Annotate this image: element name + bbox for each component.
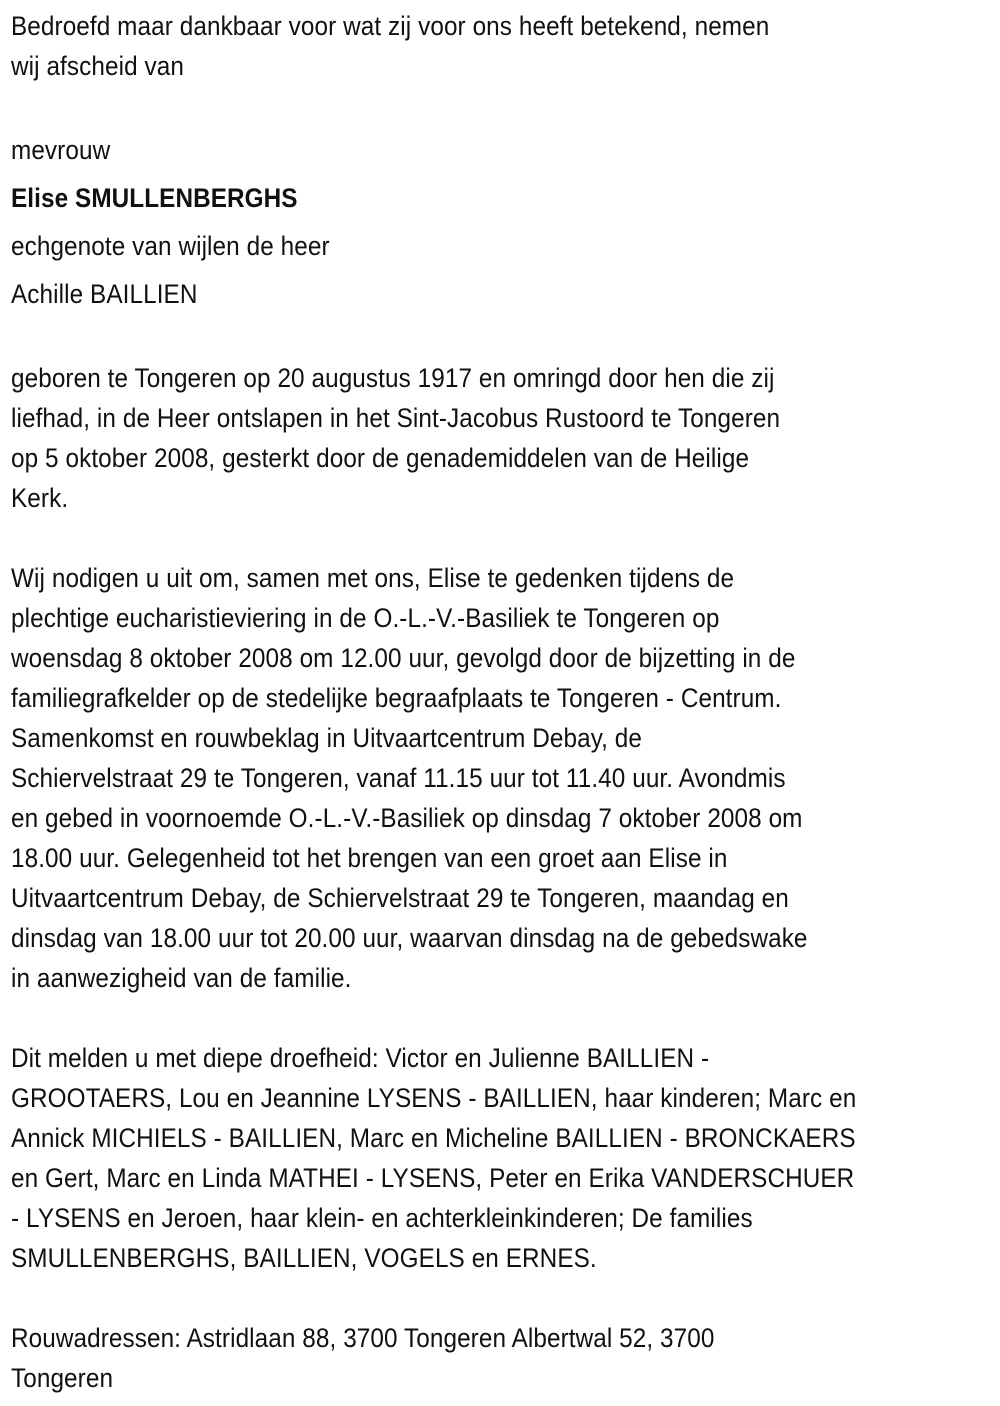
spacer — [11, 998, 996, 1038]
intro-paragraph — [11, 6, 996, 86]
deceased-name: Elise SMULLENBERGHS — [11, 183, 298, 213]
paragraph-line: Samenkomst en rouwbeklag in Uitvaartcentrum Debay, de — [11, 723, 643, 753]
paragraph-line: Rouwadressen: Astridlaan 88, 3700 Tongeren Albertwal 52, 3700 — [11, 1323, 715, 1353]
paragraph-line: 18.00 uur. Gelegenheid tot het brengen van een groet aan Elise in — [11, 843, 728, 873]
obituary-document — [11, 6, 996, 1398]
paragraph-line: Schiervelstraat 29 te Tongeren, vanaf 11.15 uur tot 11.40 uur. Avondmis — [11, 763, 786, 793]
spacer — [11, 1278, 996, 1318]
paragraph-line: Kerk. — [11, 483, 69, 513]
spouse-name: Achille BAILLIEN — [11, 279, 198, 309]
addresses-paragraph — [11, 1318, 996, 1398]
paragraph-line: en gebed in voornoemde O.-L.-V.-Basiliek op dinsdag 7 oktober 2008 om — [11, 803, 803, 833]
paragraph-line: en Gert, Marc en Linda MATHEI - LYSENS, Peter en Erika VANDERSCHUER — [11, 1163, 855, 1193]
paragraph-line: geboren te Tongeren op 20 augustus 1917 en omringd door hen die zij — [11, 363, 775, 393]
paragraph-line: Wij nodigen u uit om, samen met ons, Elise te gedenken tijdens de — [11, 563, 735, 593]
paragraph-line: - LYSENS en Jeroen, haar klein- en achterkleinkinderen; De families — [11, 1203, 753, 1233]
deceased-block — [11, 126, 996, 318]
spacer — [11, 318, 996, 358]
paragraph-line: plechtige eucharistieviering in de O.-L.-V.-Basiliek te Tongeren op — [11, 603, 720, 633]
relation-text: echgenote van wijlen de heer — [11, 231, 330, 261]
paragraph-line: Uitvaartcentrum Debay, de Schiervelstraat 29 te Tongeren, maandag en — [11, 883, 789, 913]
paragraph-line: woensdag 8 oktober 2008 om 12.00 uur, gevolgd door de bijzetting in de — [11, 643, 796, 673]
paragraph-line: SMULLENBERGHS, BAILLIEN, VOGELS en ERNES. — [11, 1243, 597, 1273]
intro-line: Bedroefd maar dankbaar voor wat zij voor ons heeft betekend, nemen — [11, 11, 770, 41]
paragraph-line: GROOTAERS, Lou en Jeannine LYSENS - BAILLIEN, haar kinderen; Marc en — [11, 1083, 857, 1113]
spacer — [11, 86, 996, 126]
intro-line: wij afscheid van — [11, 51, 184, 81]
family-paragraph — [11, 1038, 996, 1278]
paragraph-line: Annick MICHIELS - BAILLIEN, Marc en Micheline BAILLIEN - BRONCKAERS — [11, 1123, 856, 1153]
paragraph-line: Dit melden u met diepe droefheid: Victor en Julienne BAILLIEN - — [11, 1043, 710, 1073]
paragraph-line: Tongeren — [11, 1363, 114, 1393]
paragraph-line: op 5 oktober 2008, gesterkt door de genademiddelen van de Heilige — [11, 443, 750, 473]
paragraph-line: in aanwezigheid van de familie. — [11, 963, 352, 993]
birth-death-paragraph — [11, 358, 996, 518]
salutation: mevrouw — [11, 135, 111, 165]
ceremony-paragraph — [11, 558, 996, 998]
spacer — [11, 518, 996, 558]
paragraph-line: dinsdag van 18.00 uur tot 20.00 uur, waarvan dinsdag na de gebedswake — [11, 923, 808, 953]
paragraph-line: liefhad, in de Heer ontslapen in het Sint-Jacobus Rustoord te Tongeren — [11, 403, 781, 433]
paragraph-line: familiegrafkelder op de stedelijke begraafplaats te Tongeren - Centrum. — [11, 683, 782, 713]
